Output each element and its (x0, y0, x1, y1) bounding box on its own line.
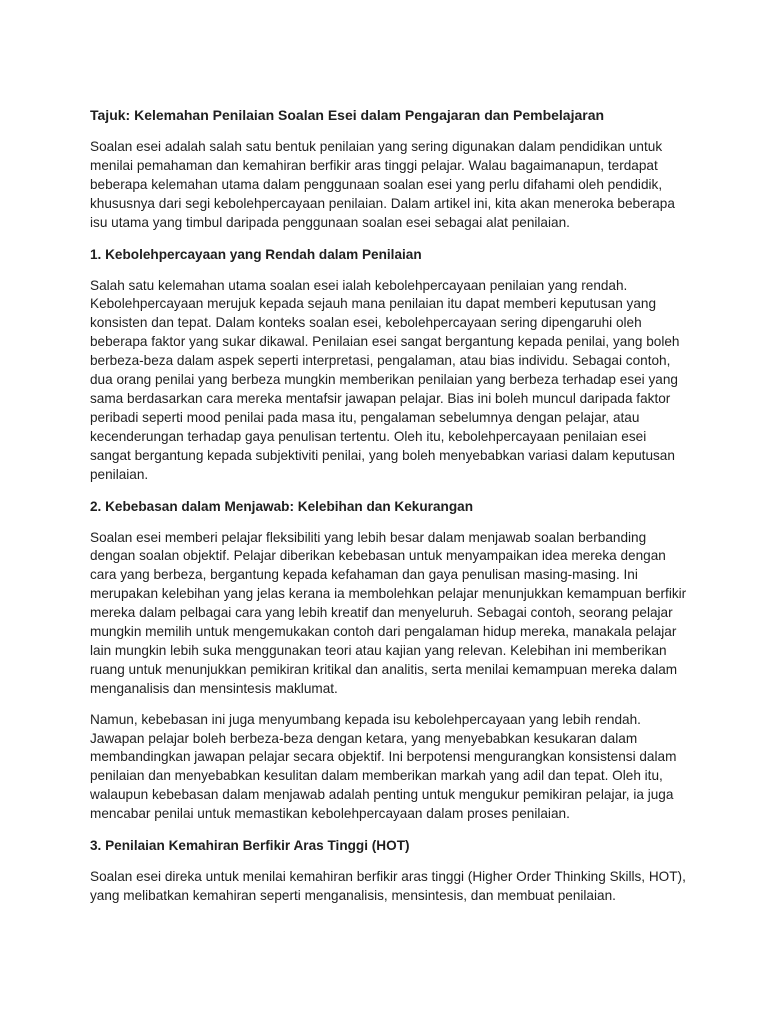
section-3-heading: 3. Penilaian Kemahiran Berfikir Aras Tinggi (HOT) (90, 838, 410, 854)
section-2-paragraph-2: Namun, kebebasan ini juga menyumbang kepada isu kebolehpercayaan yang lebih rendah. Jawapan pelajar boleh berbeza-beza dengan ketara, yang menyebabkan kesukaran dalam membandingkan jawapan pelajar secara objektif. Ini berpotensi mengurangkan konsistensi dalam penilaian dan menyebabkan kesulitan dalam memberikan markah yang adil dan tepat. Oleh itu, walaupun kebebasan dalam menjawab adalah penting untuk mengukur pemikiran pelajar, ia juga mencabar penilai untuk memastikan kebolehpercayaan dalam proses penilaian. (90, 711, 677, 822)
section-2-paragraph-1: Soalan esei memberi pelajar fleksibiliti yang lebih besar dalam menjawab soalan berbanding dengan soalan objektif. Pelajar diberikan kebebasan untuk menyampaikan idea mereka dengan cara yang berbeza, bergantung kepada kefahaman dan gaya penulisan masing-masing. Ini merupakan kelebihan yang jelas kerana ia membolehkan pelajar menunjukkan kemampuan berfikir mereka dalam pelbagai cara yang lebih kreatif dan menyeluruh. Sebagai contoh, seorang pelajar mungkin memilih untuk mengemukakan contoh dari pengalaman hidup mereka, manakala pelajar lain mungkin lebih suka menggunakan teori atau kajian yang relevan. Kelebihan ini memberikan ruang untuk menunjukkan pemikiran kritikal dan analitis, serta menilai kemampuan mereka dalam menganalisis dan mensintesis maklumat. (90, 529, 687, 696)
document-page (90, 106, 690, 918)
intro-paragraph: Soalan esei adalah salah satu bentuk penilaian yang sering digunakan dalam pendidikan untuk menilai pemahaman dan kemahiran berfikir aras tinggi pelajar. Walau bagaimanapun, terdapat beberapa kelemahan utama dalam penggunaan soalan esei yang perlu difahami oleh pendidik, khususnya dari segi kebolehpercayaan penilaian. Dalam artikel ini, kita akan meneroka beberapa isu utama yang timbul daripada penggunaan soalan esei sebagai alat penilaian. (90, 139, 675, 230)
section-1-heading: 1. Kebolehpercayaan yang Rendah dalam Penilaian (90, 246, 422, 262)
section-2-heading: 2. Kebebasan dalam Menjawab: Kelebihan dan Kekurangan (90, 498, 473, 514)
section-1-paragraph-1: Salah satu kelemahan utama soalan esei ialah kebolehpercayaan penilaian yang rendah. Kebolehpercayaan merujuk kepada sejauh mana penilaian itu dapat memberi keputusan yang konsisten dan tepat. Dalam konteks soalan esei, kebolehpercayaan sering dipengaruhi oleh beberapa faktor yang sukar dikawal. Penilaian esei sangat bergantung kepada penilai, yang boleh berbeza-beza dalam aspek seperti interpretasi, pengalaman, atau bias individu. Sebagai contoh, dua orang penilai yang berbeza mungkin memberikan penilaian yang berbeza terhadap esei yang sama berdasarkan cara mereka mentafsir jawapan pelajar. Bias ini boleh muncul daripada faktor peribadi seperti mood penilai pada masa itu, pengalaman sebelumnya dengan pelajar, atau kecenderungan terhadap gaya penulisan tertentu. Oleh itu, kebolehpercayaan penilaian esei sangat bergantung kepada subjektiviti penilai, yang boleh menyebabkan variasi dalam keputusan penilaian. (90, 277, 680, 482)
document-title: Tajuk: Kelemahan Penilaian Soalan Esei dalam Pengajaran dan Pembelajaran (90, 107, 605, 123)
section-3-paragraph-1: Soalan esei direka untuk menilai kemahiran berfikir aras tinggi (Higher Order Thinking Skills, HOT), yang melibatkan kemahiran seperti menganalisis, mensintesis, dan membuat penilaian. (90, 869, 686, 903)
